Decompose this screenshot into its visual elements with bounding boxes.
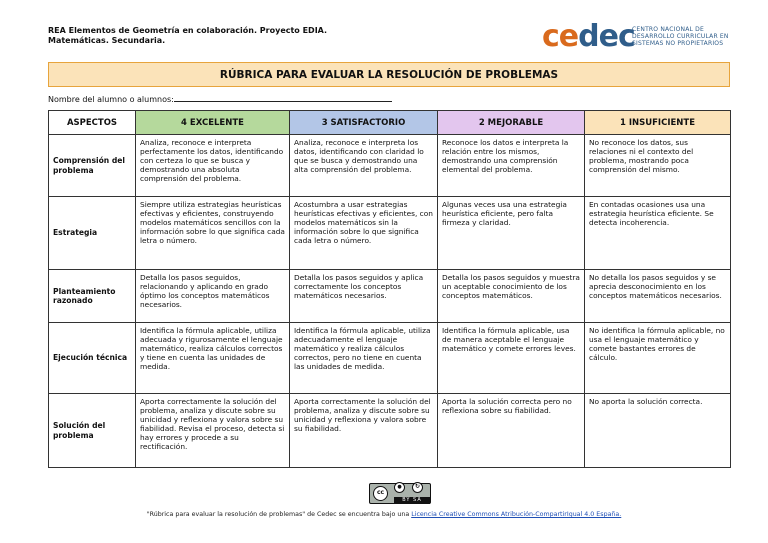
cc-license-badge[interactable] (369, 483, 431, 504)
aspect-cell: Comprensión del problema (49, 135, 136, 197)
rubric-cell: Detalla los pasos seguidos y muestra un aceptable conocimiento de los conceptos matemáticos. (438, 270, 585, 323)
rubric-cell: Reconoce los datos e interpreta la relación entre los mismos, demostrando una comprensión elemental del problema. (438, 135, 585, 197)
header-line-1: REA Elementos de Geometría en colaboración. Proyecto EDIA. (48, 26, 328, 35)
student-name-line (174, 94, 392, 102)
student-name-label: Nombre del alumno o alumnos: (48, 95, 174, 104)
rubric-cell: Detalla los pasos seguidos y aplica correctamente los conceptos matemáticos necesarios. (290, 270, 438, 323)
rubric-cell: No aporta la solución correcta. (585, 394, 731, 468)
cc-icon: cc (373, 486, 388, 501)
rubric-cell: Siempre utiliza estrategias heurísticas efectivas y eficientes, construyendo modelos matemáticos sencillos con la información sobre lo que significa cada letra o número. (136, 197, 290, 270)
header-satisfactorio: 3 SATISFACTORIO (290, 111, 438, 135)
header-aspectos: ASPECTOS (49, 111, 136, 135)
header-excelente: 4 EXCELENTE (136, 111, 290, 135)
cc-badge-label: BY SA (394, 497, 430, 504)
header-insuficiente: 1 INSUFICIENTE (585, 111, 731, 135)
aspect-cell: Estrategia (49, 197, 136, 270)
aspect-cell: Ejecución técnica (49, 323, 136, 394)
aspect-cell: Solución del problema (49, 394, 136, 468)
rubric-cell: Identifica la fórmula aplicable, utiliza adecuadamente el lenguaje matemático y realiza cálculos correctos, pero no tiene en cuenta las unidades de medida. (290, 323, 438, 394)
rubric-cell: Detalla los pasos seguidos, relacionando y aplicando en grado óptimo los conceptos matemáticos necesarios. (136, 270, 290, 323)
rubric-cell: Acostumbra a usar estrategias heurísticas efectivas y eficientes, con modelos matemáticos sin la información sobre lo que significa cada letra o número. (290, 197, 438, 270)
cedec-logo-word (542, 20, 635, 54)
logo-word-part-b: dec (578, 19, 635, 54)
aspect-cell: Planteamiento razonado (49, 270, 136, 323)
logo-word-part-a: ce (542, 19, 579, 54)
table-row (49, 197, 731, 270)
rubric-table (48, 110, 731, 468)
license-link[interactable]: Licencia Creative Commons Atribución-CompartirIgual 4.0 España. (411, 511, 622, 518)
footer-text: "Rúbrica para evaluar la resolución de problemas" de Cedec se encuentra bajo una (146, 511, 412, 518)
attribution-icon: ● (394, 482, 405, 493)
page-title-text: RÚBRICA PARA EVALUAR LA RESOLUCIÓN DE PROBLEMAS (219, 68, 559, 81)
rubric-cell: Identifica la fórmula aplicable, usa de manera aceptable el lenguaje matemático y comete errores leves. (438, 323, 585, 394)
page-title (48, 62, 730, 87)
rubric-cell: En contadas ocasiones usa una estrategia heurística eficiente. Se detecta incoherencia. (585, 197, 731, 270)
rubric-cell: Aporta correctamente la solución del problema, analiza y discute sobre su unicidad y reflexiona y valora sobre su fiabilidad. Revisa el proceso, detecta si hay errores y procede a su rectificación. (136, 394, 290, 468)
share-alike-icon: ↻ (412, 482, 423, 493)
header-mejorable: 2 MEJORABLE (438, 111, 585, 135)
student-name-field (48, 94, 392, 104)
rubric-cell: No detalla los pasos seguidos y se aprecia desconocimiento en los conceptos matemáticos necesarios. (585, 270, 731, 323)
footer-license-text (0, 511, 768, 518)
rubric-cell: Aporta correctamente la solución del problema, analiza y discute sobre su unicidad y reflexiona y valora sobre su fiabilidad. (290, 394, 438, 468)
rubric-cell: No reconoce los datos, sus relaciones ni el contexto del problema, mostrando poca comprensión del mismo. (585, 135, 731, 197)
rubric-cell: Algunas veces usa una estrategia heurística eficiente, pero falta firmeza y claridad. (438, 197, 585, 270)
table-row (49, 394, 731, 468)
document-header (48, 26, 327, 46)
table-row (49, 270, 731, 323)
header-line-2: Matemáticas. Secundaria. (48, 36, 166, 45)
rubric-cell: Aporta la solución correcta pero no reflexiona sobre su fiabilidad. (438, 394, 585, 468)
rubric-cell: Analiza, reconoce e interpreta perfectamente los datos, identificando con certeza lo que se busca y demostrando una absoluta comprensión del problema. (136, 135, 290, 197)
rubric-cell: Analiza, reconoce e interpreta los datos, identificando con claridad lo que se busca y demostrando una alta comprensión del problema. (290, 135, 438, 197)
table-row (49, 135, 731, 197)
rubric-cell: No identifica la fórmula aplicable, no usa el lenguaje matemático y comete bastantes errores de cálculo. (585, 323, 731, 394)
rubric-header-row (49, 111, 731, 135)
rubric-cell: Identifica la fórmula aplicable, utiliza adecuada y rigurosamente el lenguaje matemático, realiza cálculos correctos y tiene en cuenta las unidades de medida. (136, 323, 290, 394)
cedec-logo-subtitle: CENTRO NACIONAL DE DESARROLLO CURRICULAR EN SISTEMAS NO PROPIETARIOS (632, 26, 729, 47)
table-row (49, 323, 731, 394)
